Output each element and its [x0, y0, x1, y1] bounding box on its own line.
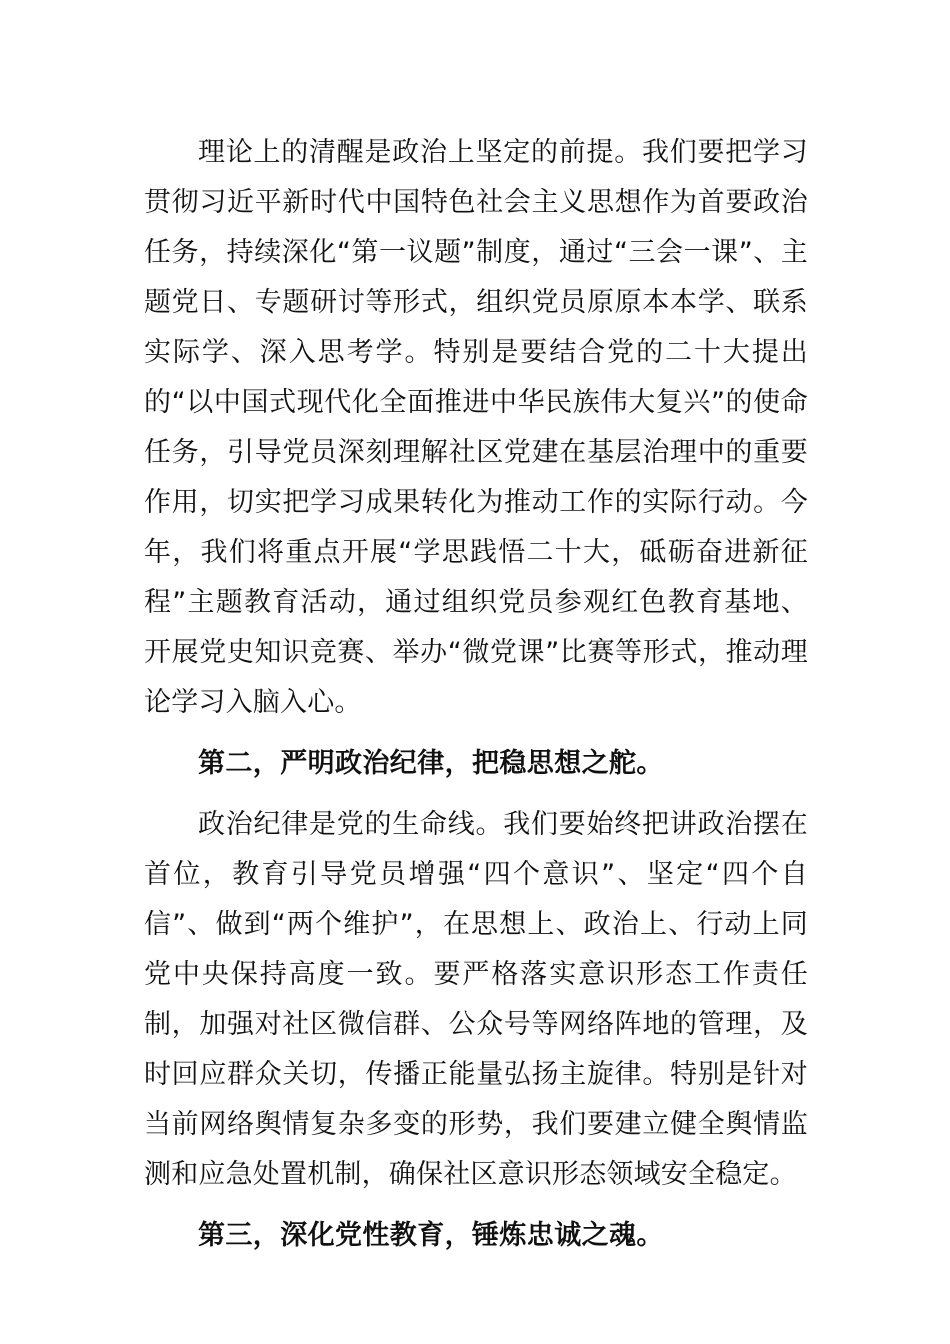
section-heading-party-education: 第三，深化党性教育，锤炼忠诚之魂。 [198, 1220, 664, 1251]
body-paragraph-theory: 理论上的清醒是政治上坚定的前提。我们要把学习贯彻习近平新时代中国特色社会主义思想作为首要政治任务，持续深化“第一议题”制度，通过“三会一课”、主题党日、专题研讨等形式，组织党员原原本本学、联系实际学、深入思考学。特别是要结合党的二十大提出的“以中国式现代化全面推进中华民族伟大复兴”的使命任务，引导党员深刻理解社区党建在基层治理中的重要作用，切实把学习成果转化为推动工作的实际行动。今年，我们将重点开展“学思践悟二十大，砥砺奋进新征程”主题教育活动，通过组织党员参观红色教育基地、开展党史知识竞赛、举办“微党课”比赛等形式，推动理论学习入脑入心。 [144, 137, 808, 718]
body-paragraph-discipline: 政治纪律是党的生命线。我们要始终把讲政治摆在首位，教育引导党员增强“四个意识”、坚定“四个自信”、做到“两个维护”，在思想上、政治上、行动上同党中央保持高度一致。要严格落实意识形态工作责任制，加强对社区微信群、公众号等网络阵地的管理，及时回应群众关切，传播正能量弘扬主旋律。特别是针对当前网络舆情复杂多变的形势，我们要建立健全舆情监测和应急处置机制，确保社区意识形态领域安全稳定。 [144, 809, 808, 1190]
document-body [144, 128, 808, 1272]
section-heading-political-discipline: 第二，严明政治纪律，把稳思想之舵。 [198, 748, 664, 779]
